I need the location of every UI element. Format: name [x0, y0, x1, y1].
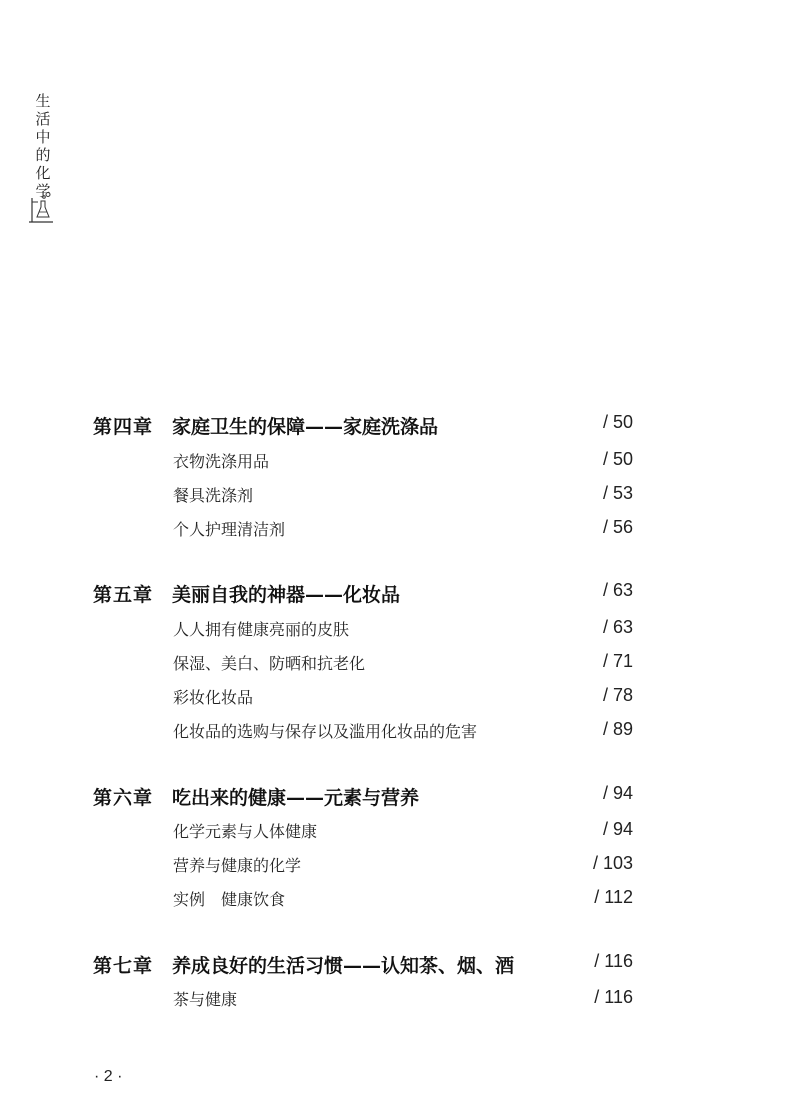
section-entry[interactable]	[173, 887, 633, 913]
running-head-char: 中	[35, 128, 51, 146]
chapter-number: 第四章	[93, 416, 154, 438]
chapter-entry[interactable]	[93, 412, 633, 440]
running-head-char: 活	[35, 110, 51, 128]
section-title: 个人护理清洁剂	[173, 520, 286, 539]
section-entry[interactable]	[173, 853, 633, 879]
lab-flask-icon	[28, 192, 54, 226]
chapter-title: 养成良好的生活习惯——认知茶、烟、酒	[172, 955, 515, 977]
section-page-number: / 116	[594, 987, 633, 1007]
chapter-entry[interactable]	[93, 951, 633, 979]
section-page-number: / 71	[602, 651, 633, 671]
chapter-number: 第六章	[93, 787, 154, 809]
section-title: 茶与健康	[173, 990, 238, 1009]
section-title: 人人拥有健康亮丽的皮肤	[173, 620, 350, 639]
chapter-page-number: / 116	[594, 951, 633, 971]
section-title: 实例 健康饮食	[173, 890, 286, 909]
chapter-page-number: / 50	[602, 412, 633, 432]
section-title: 衣物洗涤用品	[173, 452, 270, 471]
chapter-entry[interactable]	[93, 783, 633, 811]
section-page-number: / 103	[592, 853, 633, 873]
section-title: 化妆品的选购与保存以及滥用化妆品的危害	[173, 722, 478, 741]
section-page-number: / 50	[602, 449, 633, 469]
section-page-number: / 63	[602, 617, 633, 637]
section-title: 彩妆化妆品	[173, 688, 254, 707]
section-entry[interactable]	[173, 483, 633, 509]
section-title: 化学元素与人体健康	[173, 822, 318, 841]
chapter-title: 吃出来的健康——元素与营养	[172, 787, 420, 809]
section-entry[interactable]	[173, 719, 633, 745]
chapter-title: 家庭卫生的保障——家庭洗涤品	[172, 416, 439, 438]
section-entry[interactable]	[173, 819, 633, 845]
chapter-page-number: / 94	[602, 783, 633, 803]
section-title: 餐具洗涤剂	[173, 486, 254, 505]
chapter-number: 第七章	[93, 955, 154, 977]
running-head-char: 学	[35, 182, 51, 200]
running-head-char: 化	[35, 164, 51, 182]
section-page-number: / 89	[602, 719, 633, 739]
section-page-number: / 78	[602, 685, 633, 705]
chapter-page-number: / 63	[602, 580, 633, 600]
section-entry[interactable]	[173, 651, 633, 677]
page-folio: · 2 ·	[94, 1068, 123, 1085]
chapter-title: 美丽自我的神器——化妆品	[172, 584, 401, 606]
section-entry[interactable]	[173, 449, 633, 475]
section-entry[interactable]	[173, 517, 633, 543]
running-head-char: 生	[35, 92, 51, 110]
section-page-number: / 53	[602, 483, 633, 503]
section-title: 保湿、美白、防晒和抗老化	[173, 654, 366, 673]
running-head-vertical	[33, 92, 53, 200]
running-head-char: 的	[35, 146, 51, 164]
chapter-number: 第五章	[93, 584, 154, 606]
section-title: 营养与健康的化学	[173, 856, 302, 875]
section-entry[interactable]	[173, 685, 633, 711]
section-entry[interactable]	[173, 617, 633, 643]
section-page-number: / 94	[602, 819, 633, 839]
chapter-entry[interactable]	[93, 580, 633, 608]
section-entry[interactable]	[173, 987, 633, 1013]
section-page-number: / 112	[594, 887, 633, 907]
section-page-number: / 56	[602, 517, 633, 537]
